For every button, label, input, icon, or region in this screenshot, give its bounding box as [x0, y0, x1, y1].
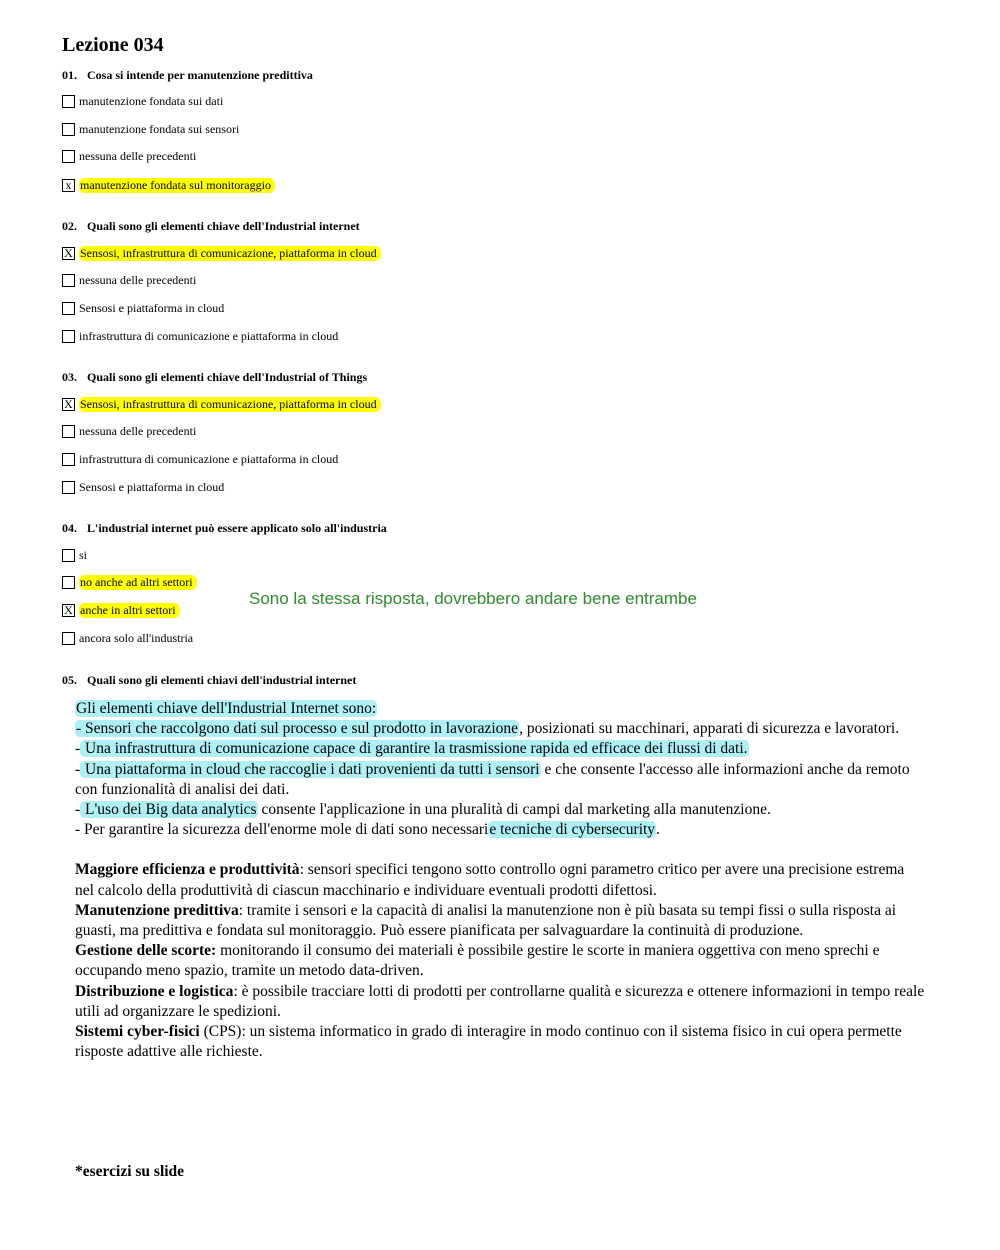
question-text: Quali sono gli elementi chiavi dell'industrial internet — [87, 673, 357, 687]
option-row[interactable] — [62, 547, 89, 564]
option-label: nessuna delle precedenti — [79, 273, 197, 287]
highlight: Gli elementi chiave dell'Industrial Internet sono: — [76, 700, 377, 717]
checkbox-checked[interactable]: X — [62, 604, 75, 617]
highlight: Una infrastruttura di comunicazione capace di garantire la trasmissione rapida ed efficace dei flussi di dati. — [81, 740, 748, 758]
option-row[interactable] — [62, 479, 226, 496]
checkbox-checked[interactable]: X — [62, 398, 75, 411]
bullet-dash: - — [75, 740, 81, 758]
question-text: L'industrial internet può essere applicato solo all'industria — [87, 521, 387, 535]
checkbox[interactable] — [62, 330, 75, 343]
section-term: Manutenzione predittiva — [75, 901, 239, 919]
checkbox[interactable] — [62, 632, 75, 645]
option-row[interactable] — [62, 451, 340, 468]
option-row[interactable] — [62, 148, 198, 165]
question-title — [62, 67, 313, 83]
option-label: nessuna delle precedenti — [79, 149, 197, 163]
option-row-selected[interactable] — [62, 177, 275, 194]
option-row-selected[interactable] — [62, 245, 381, 262]
section-term: Maggiore efficienza e produttività — [75, 861, 300, 879]
option-label-highlighted: Sensosi, infrastruttura di comunicazione, piattaforma in cloud — [79, 246, 381, 261]
section-text: : tramite i sensori e la capacità di analisi la manutenzione non è più basata su tempi fissi o sulla risposta ai guasti, ma predittiva e fondata sul monitoraggio. Può essere pianificata per salvaguardare la continuità di produzione. — [75, 901, 897, 940]
option-label-highlighted: manutenzione fondata sul monitoraggio — [79, 178, 275, 193]
option-label: ancora solo all'industria — [79, 631, 194, 645]
option-row-selected[interactable] — [62, 602, 180, 619]
page-title: Lezione 034 — [62, 34, 164, 56]
section-text: : è possibile tracciare lotti di prodotti per controllarne qualità e sicurezza e ottenere informazioni in tempo reale utili ad organizzare le spedizioni. — [75, 982, 925, 1020]
question-title — [62, 369, 367, 385]
option-label: infrastruttura di comunicazione e piattaforma in cloud — [79, 452, 339, 466]
answer-bullet — [75, 739, 925, 759]
option-row[interactable] — [62, 574, 197, 591]
bullet-text: consente l'applicazione in una pluralità di campi dal marketing alla manutenzione. — [257, 801, 771, 819]
option-row[interactable] — [62, 423, 198, 440]
option-label: manutenzione fondata sui sensori — [79, 122, 240, 136]
option-label: manutenzione fondata sui dati — [79, 94, 224, 108]
question-number: 02. — [62, 219, 77, 233]
checkbox[interactable] — [62, 302, 75, 315]
bullet-dash: - — [75, 801, 81, 819]
question-number: 05. — [62, 673, 77, 687]
checkbox[interactable] — [62, 481, 75, 494]
option-row[interactable] — [62, 93, 225, 110]
section-term: Distribuzione e logistica — [75, 982, 234, 1000]
checkbox[interactable] — [62, 453, 75, 466]
highlight: Una piattaforma in cloud che raccoglie i dati provenienti da tutti i sensori — [81, 760, 540, 778]
option-label-highlighted: anche in altri settori — [79, 603, 180, 618]
checkbox[interactable] — [62, 123, 75, 136]
checkbox[interactable] — [62, 274, 75, 287]
question-number: 01. — [62, 68, 77, 82]
option-label: infrastruttura di comunicazione e piattaforma in cloud — [79, 329, 339, 343]
section-text: (CPS): un sistema informatico in grado di interagire in modo continuo con il sistema fisico in cui opera permette risposte adattive alle richieste. — [75, 1023, 902, 1061]
section-text: monitorando il consumo dei materiali è possibile gestire le scorte in maniera oggettiva con meno sprechi e occupando meno spazio, tramite un metodo data-driven. — [75, 942, 880, 980]
option-label: si — [79, 548, 88, 562]
checkbox[interactable] — [62, 150, 75, 163]
checkbox[interactable] — [62, 576, 75, 589]
bullet-dash: - — [75, 760, 81, 778]
answer-bullet — [75, 820, 925, 840]
option-label-highlighted: Sensosi, infrastruttura di comunicazione, piattaforma in cloud — [79, 397, 381, 412]
question-title — [62, 218, 360, 234]
checkbox-checked[interactable]: X — [62, 247, 75, 260]
option-label: nessuna delle precedenti — [79, 424, 197, 438]
bullet-text: - Per garantire la sicurezza dell'enorme mole di dati sono necessari — [75, 821, 489, 839]
question-title — [62, 672, 356, 688]
answer-bullet — [75, 800, 925, 820]
highlight: e tecniche di cybersecurity — [489, 821, 656, 839]
option-row-selected[interactable] — [62, 396, 381, 413]
answer-section — [75, 860, 925, 900]
checkbox[interactable] — [62, 425, 75, 438]
option-label: Sensosi e piattaforma in cloud — [79, 480, 225, 494]
answer-bullet — [75, 719, 925, 739]
section-text: : sensori specifici tengono sotto controllo ogni parametro critico per avere una precisione estrema nel calcolo della produttività di ciascun macchinario e individuare eventuali prodotti difettosi. — [75, 861, 905, 899]
question-number: 04. — [62, 521, 77, 535]
bullet-text: . — [656, 821, 660, 839]
answer-body — [75, 699, 925, 1062]
option-label-highlighted: no anche ad altri settori — [79, 575, 197, 590]
question-text: Quali sono gli elementi chiave dell'Industrial of Things — [87, 370, 368, 384]
bullet-text: e che consente l'accesso alle informazioni anche da remoto con funzionalità di analisi dei dati. — [75, 760, 910, 798]
question-text: Quali sono gli elementi chiave dell'Industrial internet — [87, 219, 360, 233]
option-label: Sensosi e piattaforma in cloud — [79, 301, 225, 315]
answer-section — [75, 982, 925, 1022]
answer-intro — [75, 699, 925, 719]
section-term: Gestione delle scorte: — [75, 942, 217, 960]
option-row[interactable] — [62, 300, 226, 317]
option-row[interactable] — [62, 121, 241, 138]
checkbox-checked[interactable]: x — [62, 179, 75, 192]
annotation-note: Sono la stessa risposta, dovrebbero andare bene entrambe — [249, 589, 697, 608]
question-text: Cosa si intende per manutenzione predittiva — [87, 68, 313, 82]
answer-section — [75, 941, 925, 981]
option-row[interactable] — [62, 328, 340, 345]
question-title — [62, 520, 387, 536]
highlight: - Sensori che raccolgono dati sul processo e sul prodotto in lavorazione — [76, 720, 519, 738]
answer-section — [75, 1022, 925, 1062]
bullet-text: , posizionati su macchinari, apparati di sicurezza e lavoratori. — [519, 720, 900, 738]
option-row[interactable] — [62, 630, 195, 647]
checkbox[interactable] — [62, 95, 75, 108]
answer-section — [75, 901, 925, 941]
footer-note: *esercizi su slide — [75, 1163, 185, 1180]
question-number: 03. — [62, 370, 77, 384]
option-row[interactable] — [62, 272, 198, 289]
section-term: Sistemi cyber-fisici — [75, 1023, 200, 1041]
highlight: L'uso dei Big data analytics — [81, 801, 257, 819]
answer-bullet — [75, 760, 925, 800]
checkbox[interactable] — [62, 549, 75, 562]
